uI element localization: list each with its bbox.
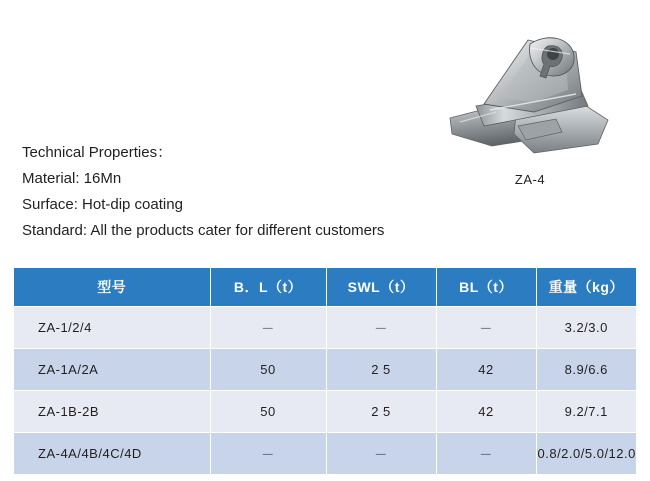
cell-weight: 8.9/6.6	[536, 349, 636, 391]
cell-model: ZA-4A/4B/4C/4D	[14, 433, 210, 475]
cell-breaking-load: －	[436, 307, 536, 349]
technical-properties-heading: Technical Properties：	[22, 144, 173, 161]
cell-model: ZA-1A/2A	[14, 349, 210, 391]
cell-weight: 3.2/3.0	[536, 307, 636, 349]
table-row	[14, 433, 636, 475]
column-header-breaking-load: BL（t）	[436, 268, 536, 307]
cell-swl: －	[326, 433, 436, 475]
table-header-row	[14, 268, 636, 307]
cell-bl: －	[210, 433, 326, 475]
technical-property-standard: Standard: All the products cater for different customers	[22, 222, 385, 239]
product-illustration	[430, 22, 630, 167]
product-caption: ZA-4	[514, 172, 546, 187]
cell-swl: 2 5	[326, 391, 436, 433]
cell-swl: －	[326, 307, 436, 349]
cell-model: ZA-1/2/4	[14, 307, 210, 349]
cell-model: ZA-1B-2B	[14, 391, 210, 433]
cell-weight: 0.8/2.0/5.0/12.0	[536, 433, 636, 475]
cell-swl: 2 5	[326, 349, 436, 391]
table-row	[14, 307, 636, 349]
specification-table	[14, 268, 636, 475]
table-row	[14, 391, 636, 433]
technical-properties-block	[22, 140, 422, 244]
cell-bl: 50	[210, 391, 326, 433]
technical-property-surface: Surface: Hot-dip coating	[22, 196, 183, 213]
cell-bl: －	[210, 307, 326, 349]
column-header-model: 型号	[14, 268, 210, 307]
product-image-area	[430, 22, 630, 202]
column-header-bl: B．L（t）	[210, 268, 326, 307]
table-row	[14, 349, 636, 391]
cell-breaking-load: －	[436, 433, 536, 475]
cell-weight: 9.2/7.1	[536, 391, 636, 433]
cell-breaking-load: 42	[436, 391, 536, 433]
technical-property-material: Material: 16Mn	[22, 170, 122, 187]
column-header-weight: 重量（kg）	[536, 268, 636, 307]
cell-bl: 50	[210, 349, 326, 391]
column-header-swl: SWL（t）	[326, 268, 436, 307]
cell-breaking-load: 42	[436, 349, 536, 391]
